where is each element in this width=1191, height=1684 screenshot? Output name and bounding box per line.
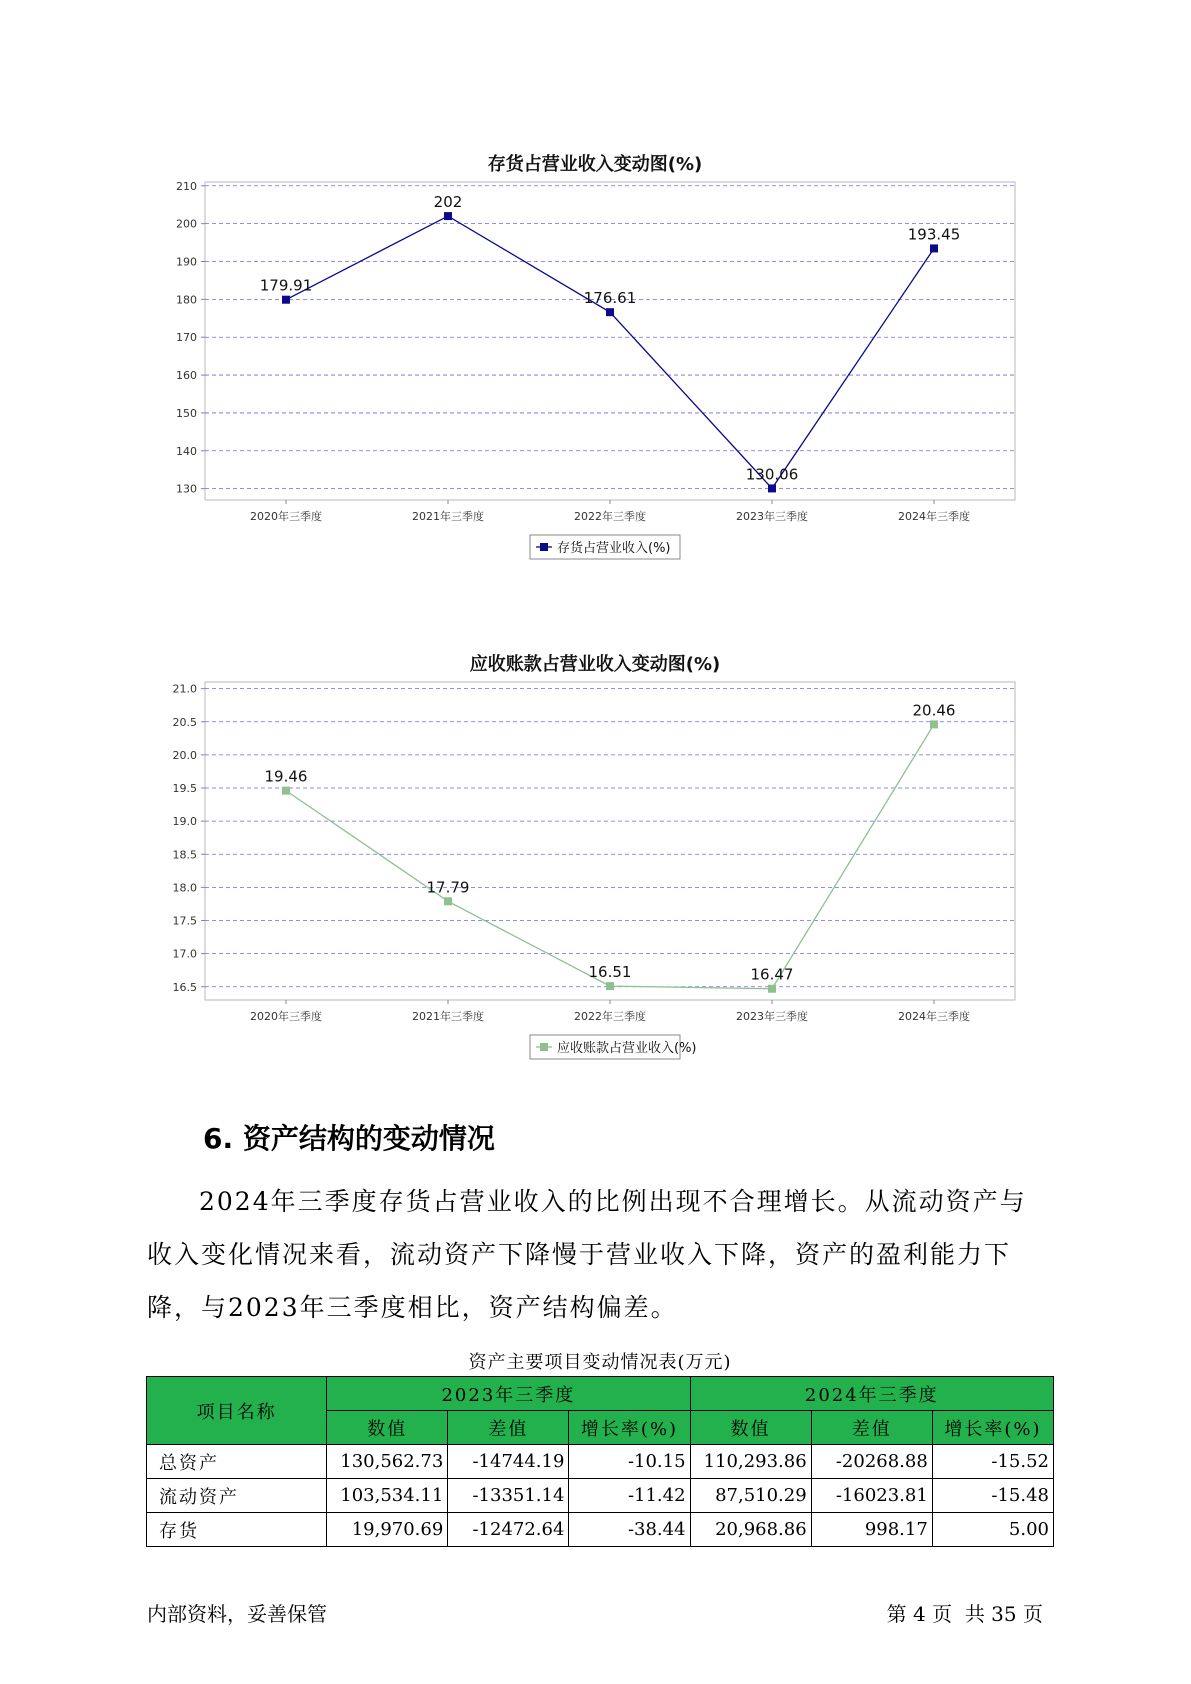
table-cell: 103,534.11 (327, 1479, 448, 1513)
y-tick-label: 190 (176, 255, 197, 269)
table-cell: -11.42 (569, 1479, 690, 1513)
y-tick-label: 19.0 (172, 815, 197, 829)
table-cell: -12472.64 (448, 1513, 569, 1547)
receivables-ratio-chart (150, 645, 1040, 1095)
chart-svg (150, 145, 1040, 595)
data-point (768, 985, 776, 993)
legend-label: 存货占营业收入(%) (557, 541, 671, 556)
data-label: 16.47 (750, 965, 794, 984)
table-cell: 130,562.73 (327, 1445, 448, 1479)
y-tick-label: 170 (176, 331, 197, 345)
data-label: 176.61 (583, 289, 637, 308)
y-tick-label: 140 (176, 444, 197, 458)
plot-area (205, 182, 1015, 500)
data-label: 179.91 (259, 276, 313, 295)
table-cell: 19,970.69 (327, 1513, 448, 1547)
chart-svg (150, 645, 1040, 1095)
header-period: 2023年三季度 (327, 1377, 690, 1411)
data-point (930, 244, 938, 252)
subheader-value: 数值 (690, 1411, 811, 1445)
x-tick-label: 2020年三季度 (250, 510, 322, 523)
data-label: 16.51 (588, 963, 632, 982)
y-tick-label: 150 (176, 406, 197, 420)
data-label: 130.06 (745, 465, 799, 484)
x-tick-label: 2024年三季度 (898, 510, 970, 523)
data-point (282, 787, 290, 795)
asset-change-table (146, 1376, 1054, 1547)
table-row (147, 1513, 1054, 1547)
y-tick-label: 180 (176, 293, 197, 307)
section-paragraph (147, 1175, 1047, 1334)
table-cell: -13351.14 (448, 1479, 569, 1513)
legend-label: 应收账款占营业收入(%) (557, 1041, 697, 1056)
plot-area (205, 682, 1015, 1000)
y-tick-label: 20.0 (172, 748, 197, 762)
x-tick-label: 2022年三季度 (574, 510, 646, 523)
data-point (282, 296, 290, 304)
row-name: 流动资产 (147, 1479, 327, 1513)
x-tick-label: 2023年三季度 (736, 510, 808, 523)
table-cell: 87,510.29 (690, 1479, 811, 1513)
y-tick-label: 18.0 (172, 881, 197, 895)
x-tick-label: 2023年三季度 (736, 1010, 808, 1023)
data-point (606, 982, 614, 990)
y-tick-label: 160 (176, 369, 197, 383)
table-cell: 110,293.86 (690, 1445, 811, 1479)
table-cell: 20,968.86 (690, 1513, 811, 1547)
data-point (444, 897, 452, 905)
table-cell: -15.52 (932, 1445, 1053, 1479)
data-label: 19.46 (264, 767, 308, 786)
y-tick-label: 21.0 (172, 682, 197, 696)
data-label: 17.79 (426, 878, 470, 897)
table-row (147, 1479, 1054, 1513)
x-tick-label: 2024年三季度 (898, 1010, 970, 1023)
data-label: 193.45 (907, 225, 961, 244)
legend (530, 1035, 697, 1059)
y-tick-label: 210 (176, 179, 197, 193)
subheader-growth: 增长率(%) (569, 1411, 690, 1445)
paragraph-text: 2024年三季度存货占营业收入的比例出现不合理增长。从流动资产与收入变化情况来看，流动资产下降慢于营业收入下降，资产的盈利能力下降，与2023年三季度相比，资产结构偏差。 (147, 1187, 1027, 1322)
y-tick-label: 16.5 (172, 980, 197, 994)
subheader-value: 数值 (327, 1411, 448, 1445)
subheader-diff: 差值 (811, 1411, 932, 1445)
x-tick-label: 2022年三季度 (574, 1010, 646, 1023)
legend-marker (540, 1043, 548, 1051)
table-cell: -38.44 (569, 1513, 690, 1547)
footer-left: 内部资料，妥善保管 (147, 1602, 327, 1626)
subheader-growth: 增长率(%) (932, 1411, 1053, 1445)
inventory-ratio-chart (150, 145, 1040, 595)
data-label: 20.46 (912, 701, 956, 720)
data-point (930, 720, 938, 728)
chart-title: 应收账款占营业收入变动图(%) (469, 654, 721, 675)
table-cell: -20268.88 (811, 1445, 932, 1479)
data-point (768, 484, 776, 492)
table-cell: -10.15 (569, 1445, 690, 1479)
y-tick-label: 18.5 (172, 848, 197, 862)
y-tick-label: 20.5 (172, 715, 197, 729)
subheader-diff: 差值 (448, 1411, 569, 1445)
row-name: 存货 (147, 1513, 327, 1547)
table-cell: -14744.19 (448, 1445, 569, 1479)
y-tick-label: 17.5 (172, 914, 197, 928)
table-row (147, 1445, 1054, 1479)
x-tick-label: 2020年三季度 (250, 1010, 322, 1023)
x-tick-label: 2021年三季度 (412, 1010, 484, 1023)
data-point (606, 308, 614, 316)
y-tick-label: 19.5 (172, 782, 197, 795)
table-cell: -16023.81 (811, 1479, 932, 1513)
row-name: 总资产 (147, 1445, 327, 1479)
chart-title: 存货占营业收入变动图(%) (487, 154, 703, 175)
table-cell: 998.17 (811, 1513, 932, 1547)
x-tick-label: 2021年三季度 (412, 510, 484, 523)
table-cell: 5.00 (932, 1513, 1053, 1547)
footer-page-number: 第 4 页 共 35 页 (886, 1602, 1043, 1626)
header-item-name: 项目名称 (147, 1377, 327, 1445)
data-point (444, 212, 452, 220)
legend-marker (540, 543, 548, 551)
table-cell: -15.48 (932, 1479, 1053, 1513)
y-tick-label: 200 (176, 217, 197, 231)
legend (530, 535, 680, 559)
data-label: 202 (433, 193, 463, 212)
y-tick-label: 17.0 (172, 947, 197, 961)
header-period: 2024年三季度 (690, 1377, 1053, 1411)
section-heading: 6. 资产结构的变动情况 (203, 1122, 495, 1155)
table-caption: 资产主要项目变动情况表(万元) (468, 1352, 732, 1373)
y-tick-label: 130 (176, 482, 197, 496)
